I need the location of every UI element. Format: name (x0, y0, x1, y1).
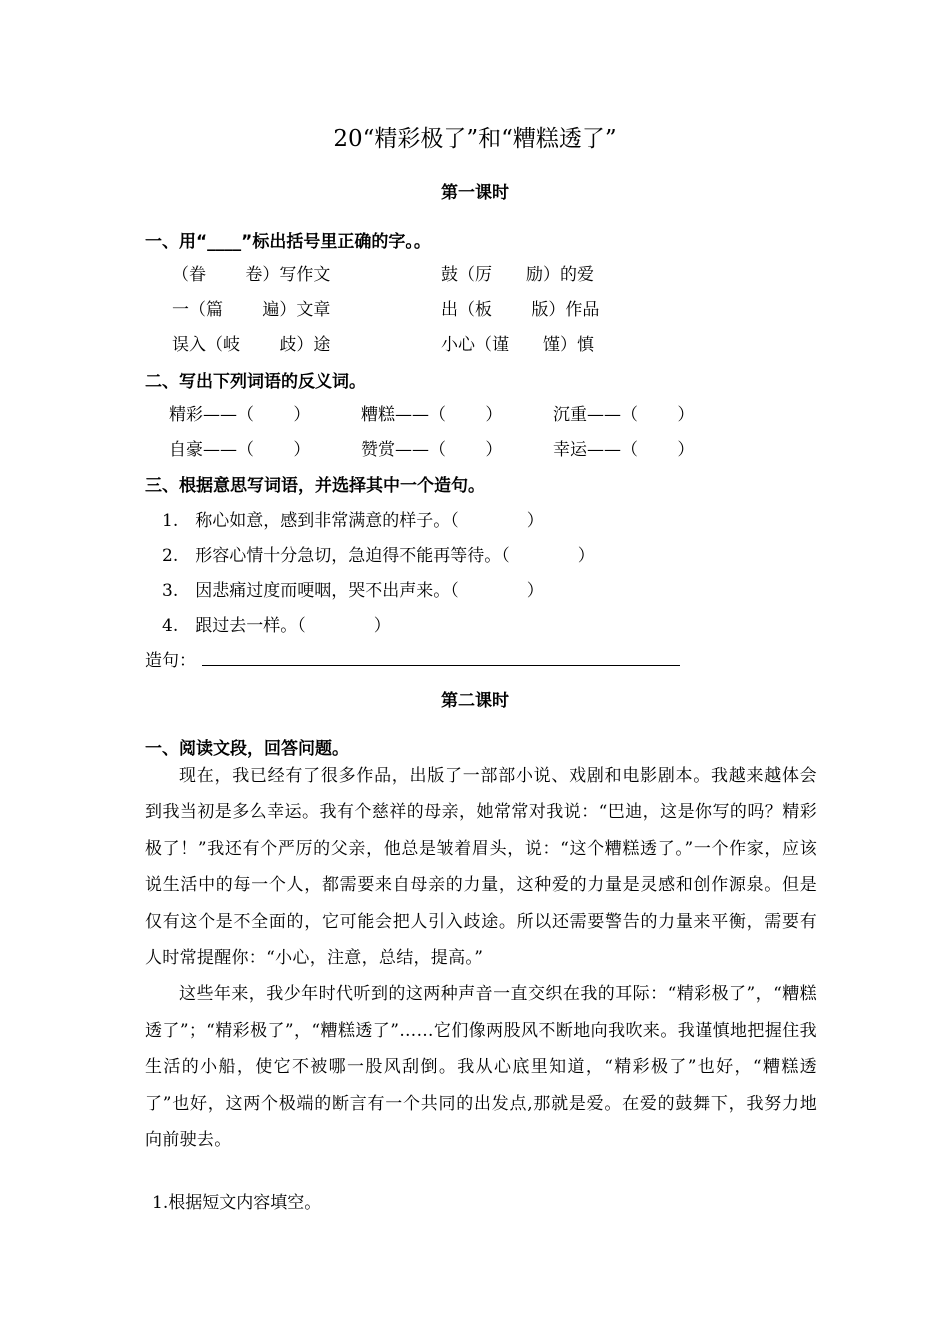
reading-passage (145, 758, 817, 1158)
antonym-item: 自豪——（ ） (169, 440, 311, 460)
antonym-item: 精彩——（ ） (169, 405, 311, 425)
definition-item: 1. 称心如意，感到非常满意的样子。（ ） (162, 511, 544, 531)
reading-heading: 一、阅读文段，回答问题。 (145, 739, 349, 759)
passage-paragraph: 现在，我已经有了很多作品，出版了一部部小说、戏剧和电影剧本。我越来越体会到我当初是多么幸运。我有个慈祥的母亲，她常常对我说：“巴迪，这是你写的吗？精彩极了！”我还有个严厉的父亲，他总是皱着眉头，说：“这个糟糕透了。”一个作家，应该说生活中的每一个人，都需要来自母亲的力量，这种爱的力量是灵感和创作源泉。但是仅有这个是不全面的，它可能会把人引入歧途。所以还需要警告的力量来平衡，需要有人时常提醒你：“小心，注意，总结，提高。” (145, 766, 817, 969)
antonym-item: 糟糕——（ ） (361, 405, 503, 425)
part1-row2-right: 出（板 版）作品 (441, 300, 600, 320)
part1-row1-left: （眷 卷）写作文 (172, 265, 331, 285)
lesson-two-heading: 第二课时 (441, 691, 509, 711)
antonym-item: 幸运——（ ） (553, 440, 695, 460)
passage-paragraph: 这些年来，我少年时代听到的这两种声音一直交织在我的耳际：“精彩极了”，“糟糕透了”；“精彩极了”，“糟糕透了”……它们像两股风不断地向我吹来。我谨慎地把握住我生活的小船，使它不被哪一股风刮倒。我从心底里知道，“精彩极了”也好，“糟糕透了”也好，这两个极端的断言有一个共同的出发点,那就是爱。在爱的鼓舞下，我努力地向前驶去。 (145, 984, 817, 1151)
definition-item: 3. 因悲痛过度而哽咽，哭不出声来。（ ） (162, 581, 544, 601)
antonym-item: 赞赏——（ ） (361, 440, 503, 460)
page-title: 20“精彩极了”和“糟糕透了” (333, 126, 617, 152)
part2-heading: 二、写出下列词语的反义词。 (145, 372, 366, 392)
antonym-item: 沉重——（ ） (553, 405, 695, 425)
part1-row1-right: 鼓（厉 励）的爱 (441, 265, 594, 285)
part1-row2-left: 一（篇 遍）文章 (172, 300, 331, 320)
part3-heading: 三、根据意思写词语，并选择其中一个造句。 (145, 476, 485, 496)
definition-item: 4. 跟过去一样。（ ） (162, 616, 391, 636)
part1-row3-right: 小心（谨 馑）慎 (441, 335, 594, 355)
lesson-one-heading: 第一课时 (441, 183, 509, 203)
part1-row3-left: 误入（岐 歧）途 (172, 335, 331, 355)
question-1: 1.根据短文内容填空。 (152, 1193, 322, 1213)
definition-item: 2. 形容心情十分急切，急迫得不能再等待。（ ） (162, 546, 595, 566)
sentence-label: 造句： (145, 651, 196, 671)
part1-heading: 一、用“____”标出括号里正确的字。。 (145, 232, 431, 252)
sentence-answer-line (202, 665, 680, 666)
